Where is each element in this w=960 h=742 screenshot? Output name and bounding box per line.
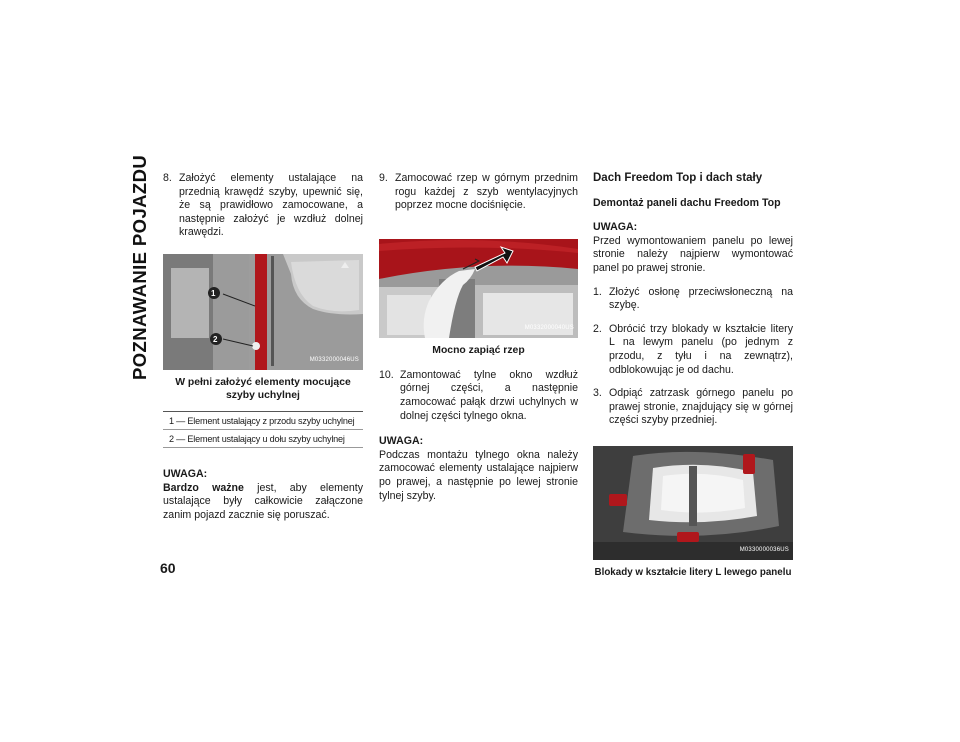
- figure-caption: Mocno zapiąć rzep: [432, 344, 525, 356]
- figure-velcro: [379, 239, 578, 338]
- step-text: Złożyć osłonę przeciwsłoneczną na szybę.: [609, 285, 793, 312]
- figure-l-latches: [593, 446, 793, 560]
- step-number: 3.: [593, 387, 602, 400]
- step-2: [593, 323, 793, 377]
- note-text: [163, 482, 363, 523]
- column-middle: [379, 172, 578, 503]
- note-emphasis: Bardzo ważne: [163, 481, 244, 494]
- page-number: 60: [160, 560, 176, 576]
- column-left: [163, 172, 363, 522]
- figure-caption: W pełni założyć elementy mocujące szyby uchylnej: [175, 376, 351, 401]
- note-text: Przed wymontowaniem panelu po lewej stronie należy najpierw wymontować panel po prawej stronie.: [593, 234, 793, 274]
- figure-code: M0332000046US: [309, 357, 359, 364]
- step-number: 10.: [379, 368, 394, 381]
- step-text: Obrócić trzy blokady w kształcie litery L na lewym panelu (po jednym z przodu, z tyłu i na zewnątrz), odblokowując je od dachu.: [609, 322, 793, 376]
- step-text: Założyć elementy ustalające na przednią krawędź szyby, upewnić się, że są prawidłowo zamocowane, a następnie założyć je wzdłuż dolnej krawędzi.: [179, 172, 363, 239]
- note-heading: UWAGA:: [163, 467, 208, 480]
- figure-window-retainers: [163, 254, 363, 370]
- note-block: [593, 221, 793, 275]
- step-3: [593, 387, 793, 428]
- callout-1: 1: [211, 288, 216, 298]
- chapter-tab-label: POZNAWANIE POJAZDU: [129, 154, 150, 380]
- roof-latches-photo: [593, 446, 793, 560]
- step-text: Zamocować rzep w górnym przednim rogu każdej z szyb wentylacyjnych poprzez mocne dociśnięcie.: [395, 172, 578, 212]
- note-heading: UWAGA:: [379, 435, 424, 448]
- step-text: Zamontować tylne okno wzdłuż górnej części, a następnie zamocować pałąk drzwi uchylnych w dolnej części tylnego okna.: [400, 368, 578, 422]
- note-body: jest, aby elementy ustalające były całkowicie załączone zanim pojazd zacznie się poruszać.: [163, 481, 364, 521]
- step-8: [163, 172, 363, 240]
- sub-title: Demontaż paneli dachu Freedom Top: [593, 196, 781, 209]
- legend-item: 1 — Element ustalający z przodu szyby uchylnej: [163, 412, 363, 430]
- window-retainers-photo: [163, 254, 363, 370]
- step-9: [379, 172, 578, 213]
- step-text: Odpiąć zatrzask górnego panelu po prawej stronie, znajdujący się w górnej części szyby przedniej.: [609, 387, 793, 427]
- step-number: 1.: [593, 285, 602, 298]
- column-right: [593, 172, 793, 579]
- legend-item: 2 — Element ustalający u dołu szyby uchylnej: [163, 430, 363, 448]
- callout-2: 2: [213, 334, 218, 344]
- note-block: [379, 435, 578, 503]
- step-number: 9.: [379, 172, 388, 184]
- step-number: 2.: [593, 322, 602, 335]
- section-title: Dach Freedom Top i dach stały: [593, 172, 763, 184]
- figure-code: M0332000040US: [524, 325, 574, 332]
- note-block: [163, 468, 363, 522]
- step-1: [593, 286, 793, 313]
- figure-caption: Blokady w kształcie litery L lewego panelu: [594, 566, 792, 578]
- figure-code: M0330000036US: [739, 547, 789, 554]
- step-10: [379, 369, 578, 423]
- note-text: Podczas montażu tylnego okna należy zamocować elementy ustalające najpierw po prawej, a następnie po lewej stronie tylnej szyby.: [379, 448, 578, 502]
- note-heading: UWAGA:: [593, 221, 638, 234]
- figure-legend: [163, 411, 363, 448]
- step-number: 8.: [163, 172, 172, 184]
